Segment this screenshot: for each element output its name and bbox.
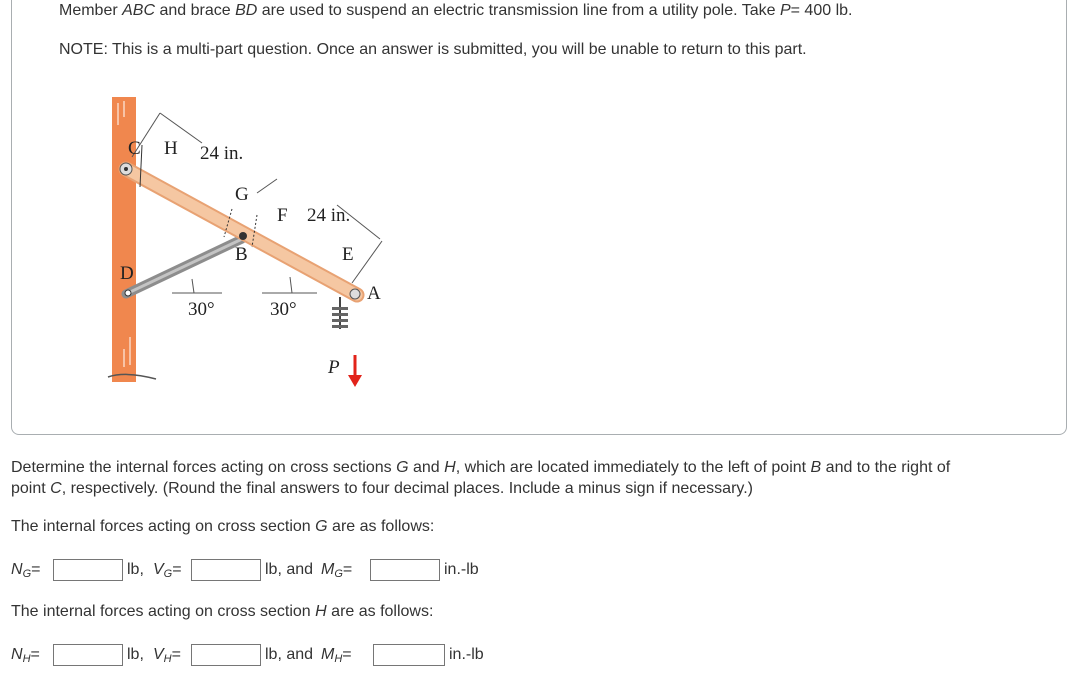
- label-a: A: [367, 283, 381, 304]
- ng-input[interactable]: [53, 559, 123, 581]
- mh-label: $M_H=$: [321, 646, 352, 665]
- mg-input[interactable]: [370, 559, 440, 581]
- label-d: D: [120, 263, 134, 284]
- dimension-label-2: 24 in.: [307, 205, 351, 226]
- mh-input[interactable]: [373, 644, 445, 666]
- vg-unit: lb, and: [265, 561, 314, 578]
- question-text-line-1: Determine the internal forces acting on cross sections G and H, which are located immediately to the left of point B and to the right of: [11, 459, 951, 476]
- label-f: F: [277, 205, 288, 226]
- section-h-intro: The internal forces acting on cross section H are as follows:: [11, 603, 434, 620]
- section-g-intro: The internal forces acting on cross section G are as follows:: [11, 518, 435, 535]
- vg-input[interactable]: [191, 559, 261, 581]
- nh-label: $N_H=$: [11, 646, 40, 665]
- section-h-answer-row: [11, 644, 491, 666]
- pole-brace-figure: [102, 97, 402, 392]
- nh-input[interactable]: [53, 644, 123, 666]
- ng-label: $N_G=$: [11, 561, 41, 580]
- label-c: C: [128, 138, 141, 159]
- problem-statement: Member ABC and brace BD are used to suspend an electric transmission line from a utility pole. Take P= 400 lb.: [59, 2, 853, 19]
- label-g: G: [235, 184, 249, 205]
- label-h: H: [164, 138, 178, 159]
- nh-unit: lb,: [127, 646, 144, 663]
- label-p: P: [328, 357, 340, 378]
- angle-label-1: 30°: [188, 299, 215, 320]
- mh-unit: in.-lb: [449, 646, 484, 663]
- vh-input[interactable]: [191, 644, 261, 666]
- label-b: B: [235, 244, 248, 265]
- mg-label: $M_G=$: [321, 561, 353, 580]
- vh-unit: lb, and: [265, 646, 314, 663]
- dimension-label-1: 24 in.: [200, 143, 244, 164]
- angle-label-2: 30°: [270, 299, 297, 320]
- vh-label: $V_H=$: [153, 646, 181, 665]
- section-g-answer-row: [11, 559, 491, 581]
- mg-unit: in.-lb: [444, 561, 479, 578]
- ng-unit: lb,: [127, 561, 144, 578]
- label-e: E: [342, 244, 354, 265]
- vg-label: $V_G=$: [153, 561, 182, 580]
- note-text: NOTE: This is a multi-part question. Once an answer is submitted, you will be unable to return to this part.: [59, 41, 807, 58]
- question-text-line-2: point C, respectively. (Round the final answers to four decimal places. Include a minus sign if necessary.): [11, 480, 753, 497]
